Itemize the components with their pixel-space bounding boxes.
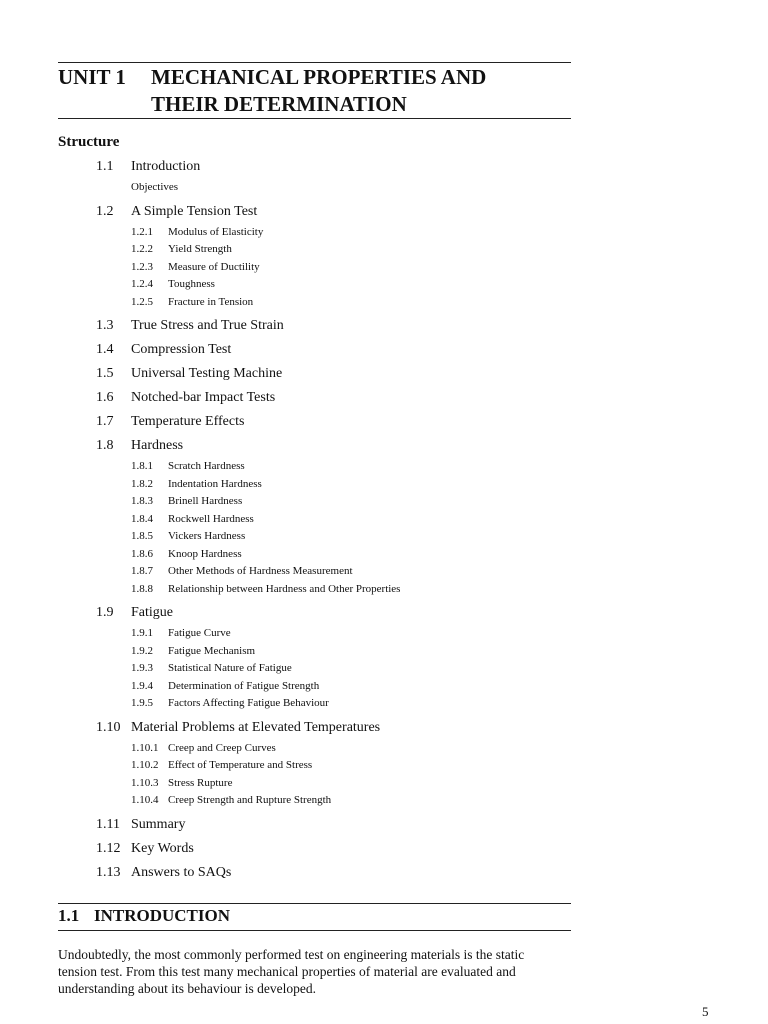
toc-subentry-number: 1.2.3	[131, 260, 153, 273]
toc-subentry-title: Relationship between Hardness and Other Properties	[168, 582, 401, 595]
toc-subentry-title: Brinell Hardness	[168, 495, 243, 507]
toc-subentry-number: 1.8.5	[131, 530, 153, 542]
toc-subentry-title: Creep and Creep Curves	[168, 741, 276, 754]
toc-entry-title: Temperature Effects	[131, 414, 245, 429]
toc-subentry-number: 1.9.1	[131, 627, 153, 639]
toc-subentry-number: 1.8.4	[131, 512, 153, 525]
toc-entry-number: 1.13	[96, 864, 121, 880]
top-rule	[58, 62, 571, 63]
unit-label: UNIT 1	[58, 65, 126, 89]
toc-subentry-title: Determination of Fatigue Strength	[168, 679, 320, 692]
toc-subentry-number: 1.2.2	[131, 243, 153, 255]
toc-entry-title: Summary	[131, 816, 186, 832]
toc-entry-number: 1.1	[96, 159, 114, 174]
toc-subentry-title: Yield Strength	[168, 243, 232, 255]
toc-subentry-number: 1.8.6	[131, 547, 153, 560]
toc-entry-number: 1.11	[96, 816, 120, 832]
toc-subentry-title: Toughness	[168, 278, 215, 290]
toc-subentry-title: Effect of Temperature and Stress	[168, 759, 313, 771]
toc-entry-title: Material Problems at Elevated Temperatures	[131, 719, 381, 735]
toc-entry-title: True Stress and True Strain	[131, 318, 284, 333]
toc-subentry-title: Measure of Ductility	[168, 260, 260, 273]
toc-subentry-title: Scratch Hardness	[168, 460, 245, 472]
toc-subentry-number: 1.10.2	[131, 759, 159, 771]
toc-entry-number: 1.2	[96, 203, 114, 219]
toc-entry-number: 1.12	[96, 840, 121, 856]
toc-subentry-title: Rockwell Hardness	[168, 512, 254, 525]
toc-entry-title: Introduction	[131, 159, 201, 174]
intro-bottom-rule	[58, 930, 571, 931]
toc-subentry-title: Statistical Nature of Fatigue	[168, 662, 292, 674]
toc-entry-title: Key Words	[131, 840, 194, 856]
toc-subentry-number: 1.8.2	[131, 477, 153, 490]
toc-subentry-number: 1.8.3	[131, 495, 153, 507]
unit-title-line-2: THEIR DETERMINATION	[151, 92, 407, 116]
toc-entry-number: 1.10	[96, 719, 121, 735]
toc-subentry-number: 1.8.1	[131, 460, 153, 472]
toc-subentry-number: 1.10.4	[131, 794, 159, 806]
toc-subentry-number: 1.9.3	[131, 662, 153, 674]
intro-top-rule	[58, 903, 571, 904]
intro-paragraph: Undoubtedly, the most commonly performed test on engineering materials is the static tension test. From this test many mechanical properties of material are evaluated and understanding about its behaviour is developed.	[58, 947, 525, 996]
toc-entry-title: Compression Test	[131, 342, 232, 357]
toc-subentry-title: Indentation Hardness	[168, 477, 262, 490]
title-bottom-rule	[58, 118, 571, 119]
toc-subentry-title: Fatigue Curve	[168, 627, 231, 639]
section-number: 1.1	[58, 906, 80, 925]
toc-subentry-number: 1.2.1	[131, 225, 153, 238]
toc-subentry-number: 1.8.8	[131, 582, 153, 595]
toc-entry-title: A Simple Tension Test	[131, 203, 258, 219]
toc-subentry-number: 1.9.5	[131, 697, 153, 709]
page-number: 5	[702, 1004, 709, 1019]
toc-entry-number: 1.7	[96, 414, 114, 429]
toc-subentry-title: Vickers Hardness	[168, 530, 246, 542]
toc-subentry-title: Other Methods of Hardness Measurement	[168, 565, 353, 577]
toc-subentry-title: Factors Affecting Fatigue Behaviour	[168, 697, 329, 709]
section-title: INTRODUCTION	[94, 906, 231, 925]
toc-subentry-title: Stress Rupture	[168, 776, 233, 789]
toc-subentry-title: Modulus of Elasticity	[168, 225, 264, 238]
toc-subentry-title: Fracture in Tension	[168, 295, 254, 308]
toc-entry-number: 1.9	[96, 605, 114, 620]
toc-entry-number: 1.4	[96, 342, 114, 357]
toc-subentry: Objectives	[131, 181, 179, 193]
toc-subentry-number: 1.2.4	[131, 278, 153, 290]
toc-entry-title: Hardness	[131, 438, 184, 453]
structure-heading: Structure	[58, 134, 120, 150]
toc-entry-title: Universal Testing Machine	[131, 366, 283, 381]
toc-entry-number: 1.5	[96, 366, 114, 381]
toc-entry-number: 1.8	[96, 438, 114, 453]
toc-entry-title: Fatigue	[131, 605, 173, 620]
toc-subentry-number: 1.10.1	[131, 741, 159, 754]
toc-subentry-title: Fatigue Mechanism	[168, 644, 256, 657]
unit-title-line-1: MECHANICAL PROPERTIES AND	[151, 65, 487, 89]
toc-subentry-number: 1.2.5	[131, 295, 153, 308]
toc-subentry-number: 1.9.4	[131, 679, 153, 692]
toc-subentry-title: Knoop Hardness	[168, 547, 242, 560]
toc-subentry-number: 1.8.7	[131, 565, 153, 577]
toc-subentry-title: Creep Strength and Rupture Strength	[168, 794, 332, 806]
toc-entry-title: Answers to SAQs	[131, 864, 232, 880]
toc-subentry-number: 1.9.2	[131, 644, 153, 657]
toc-subentry-number: 1.10.3	[131, 776, 159, 789]
toc-entry-number: 1.6	[96, 390, 114, 405]
toc-entry-title: Notched-bar Impact Tests	[131, 390, 276, 405]
toc-entry-number: 1.3	[96, 318, 114, 333]
